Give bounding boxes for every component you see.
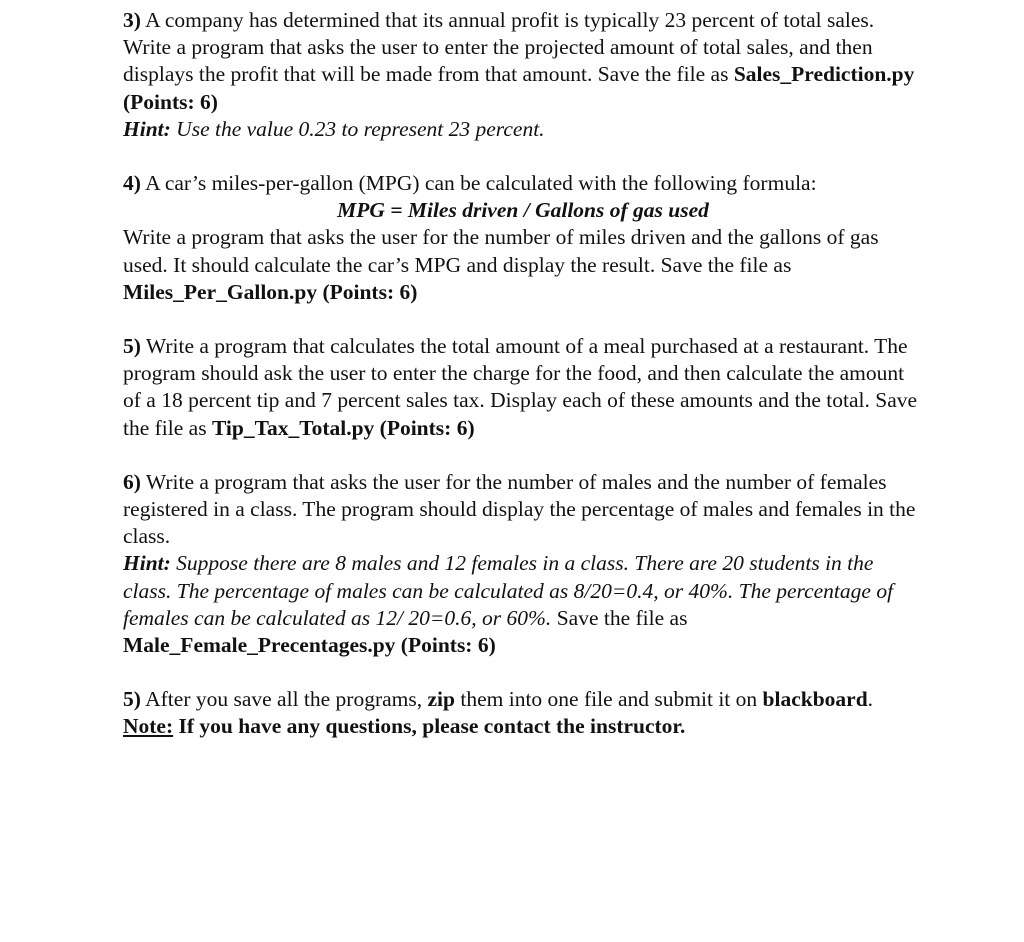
spacer — [123, 306, 923, 333]
question-4 — [123, 170, 923, 306]
note-text: If you have any questions, please contact the instructor. — [173, 714, 686, 739]
final-text-2: them into one file and submit it on — [455, 687, 763, 712]
final-number: 5) — [123, 687, 141, 712]
question-4-formula — [123, 197, 923, 224]
question-3 — [123, 7, 923, 143]
question-6-hint — [123, 550, 923, 659]
final-note — [123, 713, 923, 740]
question-3-hint — [123, 116, 923, 143]
final-zip: zip — [427, 687, 455, 712]
question-5-body — [123, 333, 923, 442]
final-instructions — [123, 686, 923, 740]
question-3-text: A company has determined that its annual profit is typically 23 percent of total sales. Write a program that asks the user to enter the projected amount of total sales, and then displays the profit that will be made from that amount. Save the file as — [123, 8, 875, 87]
question-4-intro — [123, 170, 923, 197]
question-5-number: 5) — [123, 334, 141, 359]
question-4-filename: Miles_Per_Gallon.py (Points: 6) — [123, 279, 418, 304]
question-3-body — [123, 7, 923, 116]
question-3-hint-label: Hint: — [123, 116, 171, 141]
final-blackboard: blackboard — [762, 687, 868, 712]
question-4-text: A car’s miles-per-gallon (MPG) can be calculated with the following formula: — [140, 171, 817, 196]
question-6-text: Write a program that asks the user for the number of males and the number of females registered in a class. The program should display the percentage of males and females in the class. — [123, 469, 916, 549]
spacer — [123, 442, 923, 469]
question-6-number: 6) — [123, 469, 141, 494]
question-4-text2: Write a program that asks the user for the number of miles driven and the gallons of gas used. It should calculate the car’s MPG and display the result. Save the file as — [123, 225, 879, 277]
question-6-hint-text: Suppose there are 8 males and 12 females in a class. There are 20 students in the class. The percentage of males can be calculated as 8/20=0.4, or 40%. The percentage of females can be calculated as 12/ 20=0.6, or 60%. — [123, 551, 894, 630]
question-5-text: Write a program that calculates the total amount of a meal purchased at a restaurant. The program should ask the user to enter the charge for the food, and then calculate the amount of a 18 percent tip and 7 percent sales tax. Display each of these amounts and the total. Save the file as — [123, 334, 918, 440]
question-6-save-text: Save the file as — [551, 605, 688, 630]
question-3-number: 3) — [123, 8, 141, 32]
spacer — [123, 143, 923, 170]
document-page — [123, 7, 923, 741]
final-text-1: After you save all the programs, — [140, 687, 428, 712]
question-6-body — [123, 469, 923, 551]
note-label: Note: — [123, 714, 174, 739]
question-4-formula-text: MPG = Miles driven / Gallons of gas used — [337, 198, 709, 223]
question-5-filename: Tip_Tax_Total.py (Points: 6) — [211, 415, 475, 440]
question-3-hint-text: Use the value 0.23 to represent 23 percent. — [170, 116, 545, 141]
question-5 — [123, 333, 923, 442]
spacer — [123, 659, 923, 686]
question-3-filename: Sales_Prediction.py (Points: 6) — [123, 62, 915, 114]
final-period: . — [867, 687, 874, 712]
question-4-body — [123, 224, 923, 306]
final-instructions-body — [123, 686, 923, 713]
question-6-filename: Male_Female_Precentages.py (Points: 6) — [123, 633, 496, 658]
question-4-number: 4) — [123, 171, 141, 196]
question-6 — [123, 469, 923, 659]
question-6-hint-label: Hint: — [123, 551, 171, 576]
